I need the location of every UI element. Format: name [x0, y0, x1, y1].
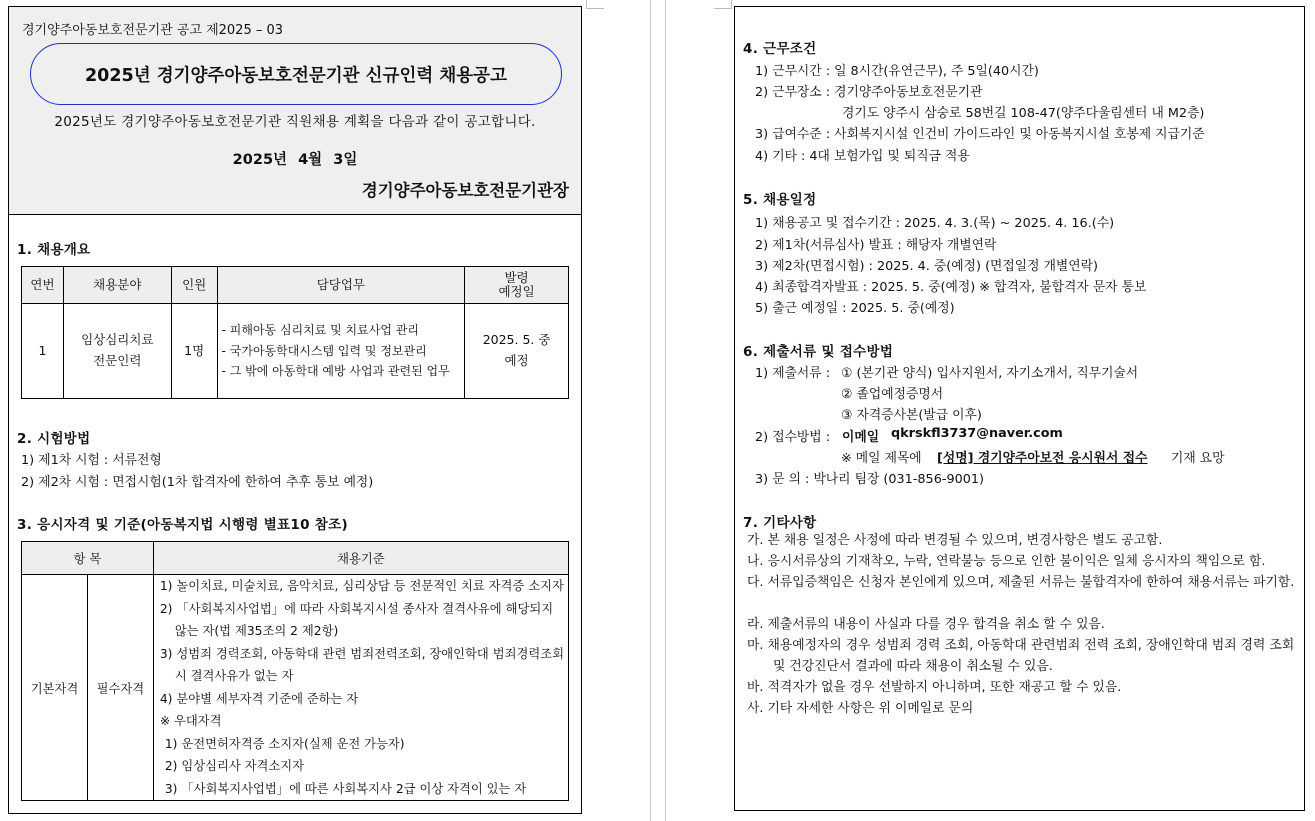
- list-item: ② 졸업예정증명서: [841, 387, 944, 402]
- document-page-1: [8, 6, 582, 814]
- page-corner-mark: [586, 0, 604, 9]
- list-item: 3) 제2차(면접시험) : 2025. 4. 중(예정) (면접일정 개별연락): [755, 259, 1099, 274]
- list-item: 다. 서류입증책임은 신청자 본인에게 있으며, 제출된 서류는 불합격자에 한하여 채용서류는 파기함.: [747, 575, 1295, 590]
- subject-note-prefix: ※ 메일 제목에: [841, 451, 922, 466]
- duty-item: - 그 밖에 아동학대 예방 사업과 관련된 업무: [221, 364, 450, 379]
- list-item: 나. 응시서류상의 기재착오, 누락, 연락불능 등으로 인한 불이익은 일체 응시자의 책임으로 함.: [747, 554, 1266, 569]
- list-item: ③ 자격증사본(발급 이후): [841, 408, 982, 423]
- table-header-row: [22, 267, 569, 304]
- cell-subcategory: 필수자격: [87, 575, 153, 801]
- list-item: 가. 본 채용 일정은 사정에 따라 변경될 수 있으며, 변경사항은 별도 공고함.: [747, 533, 1163, 548]
- list-item: 1) 근무시간 : 일 8시간(유연근무), 주 5일(40시간): [755, 64, 1039, 79]
- subject-format: [성명] 경기양주아보전 응시원서 접수: [937, 451, 1148, 466]
- criteria-item: 3) 성범죄 경력조회, 아동학대 관련 범죄전력조회, 장애인학대 범죄경력조회: [159, 646, 564, 661]
- col-header: 담당업무: [217, 267, 464, 304]
- list-item: 1) 제1차 시험 : 서류전형: [21, 453, 162, 468]
- email-label: 이메일: [842, 430, 880, 445]
- announcement-header: [9, 7, 581, 215]
- list-item: 4) 최종합격자발표 : 2025. 5. 중(예정) ※ 합격자, 불합격자 문자 통보: [755, 280, 1147, 295]
- table-header-row: [22, 542, 569, 575]
- list-item: 1) 채용공고 및 접수기간 : 2025. 4. 3.(목) ~ 2025. 4. 16.(수): [755, 216, 1115, 231]
- section-heading: 4. 근무조건: [743, 41, 817, 57]
- intro-text: 2025년도 경기양주아동보호전문기관 직원채용 계획을 다음과 같이 공고합니다.: [54, 114, 536, 130]
- list-item-label: 1) 제출서류 :: [755, 366, 831, 381]
- page-title: [30, 43, 562, 105]
- criteria-item: 1) 놀이치료, 미술치료, 음악치료, 심리상담 등 전문적인 치료 자격증 소지자: [159, 579, 564, 593]
- criteria-item: 2) 「사회복지사업법」에 따라 사회복지시설 종사자 결격사유에 해당되지: [159, 601, 554, 616]
- list-item: 2) 제1차(서류심사) 발표 : 해당자 개별연락: [755, 238, 997, 253]
- list-item-label: 2) 접수방법 :: [755, 430, 831, 445]
- list-item: 5) 출근 예정일 : 2025. 5. 중(예정): [755, 301, 955, 316]
- cell-criteria: [153, 575, 568, 801]
- section-heading: 5. 채용일정: [743, 192, 817, 208]
- list-item: 마. 채용예정자의 경우 성범죄 경력 조회, 아동학대 관련범죄 전력 조회, 장애인학대 범죄 경력 조회 및 건강진단서 결과에 따라 채용이 취소될 수 있음.: [747, 638, 1295, 674]
- list-item: 3) 급여수준 : 사회복지시설 인건비 가이드라인 및 아동복지시설 호봉제 지급기준: [755, 127, 1205, 142]
- recruitment-overview-table: [21, 266, 569, 399]
- list-item: ① (본기관 양식) 입사지원서, 자기소개서, 직무기술서: [841, 366, 1139, 381]
- subject-note-suffix: 기재 요망: [1171, 451, 1225, 466]
- email-address: qkrskfl3737@naver.com: [891, 426, 1063, 441]
- criteria-item: 2) 임상심리사 자격소지자: [164, 759, 305, 773]
- duty-item: - 피해아동 심리치료 및 치료사업 관리: [221, 323, 419, 338]
- col-header: 인원: [171, 267, 217, 304]
- announcement-date: 2025년 4월 3일: [232, 152, 358, 168]
- table-row: [22, 575, 569, 801]
- col-header: 채용분야: [63, 267, 171, 304]
- criteria-item: ※ 우대자격: [159, 714, 222, 728]
- cell-category: 기본자격: [22, 575, 88, 801]
- col-header: 발령 예정일: [465, 267, 569, 304]
- list-item: 경기도 양주시 삼숭로 58번길 108-47(양주다울림센터 내 M2층): [842, 106, 1205, 121]
- criteria-item: 시 결격사유가 없는 자: [174, 669, 294, 683]
- col-header: 채용기준: [153, 542, 568, 575]
- page-gutter-right: [665, 0, 666, 821]
- issuer-name: 경기양주아동보호전문기관장: [361, 181, 569, 200]
- document-page-2: [734, 6, 1305, 811]
- list-item: 라. 제출서류의 내용이 사실과 다를 경우 합격을 취소 할 수 있음.: [747, 617, 1105, 632]
- col-header: 연번: [22, 267, 64, 304]
- page-gutter-left: [650, 0, 651, 821]
- cell-appoint-date: 2025. 5. 중 예정: [465, 304, 569, 399]
- criteria-item: 3) 「사회복지사업법」에 따른 사회복지사 2급 이상 자격이 있는 자: [164, 781, 527, 796]
- cell-no: 1: [22, 304, 64, 399]
- duty-item: - 국가아동학대시스템 입력 및 정보관리: [221, 343, 427, 358]
- list-item: 바. 적격자가 없을 경우 선발하지 아니하며, 또한 재공고 할 수 있음.: [747, 680, 1122, 695]
- cell-field: 임상심리치료 전문인력: [63, 304, 171, 399]
- section-heading: 3. 응시자격 및 기준(아동복지법 시행령 별표10 참조): [17, 517, 348, 533]
- notice-number: 경기양주아동보호전문기관 공고 제2025 – 03: [22, 23, 284, 38]
- col-header: 항 목: [22, 542, 154, 575]
- list-item: 2) 제2차 시험 : 면접시험(1차 합격자에 한하여 추후 통보 예정): [21, 475, 374, 490]
- section-heading: 2. 시험방법: [17, 431, 91, 447]
- table-row: [22, 304, 569, 399]
- page-corner-mark: [714, 0, 732, 9]
- list-item: 2) 근무장소 : 경기양주아동보호전문기관: [755, 85, 983, 100]
- criteria-item: 4) 분야별 세부자격 기준에 준하는 자: [159, 691, 359, 706]
- list-item: 사. 기타 자세한 사항은 위 이메일로 문의: [747, 701, 974, 716]
- criteria-item: 않는 자(법 제35조의 2 제2항): [174, 624, 339, 638]
- section-heading: 6. 제출서류 및 접수방법: [743, 344, 894, 360]
- section-heading: 7. 기타사항: [743, 515, 817, 531]
- list-item: 4) 기타 : 4대 보험가입 및 퇴직금 적용: [755, 149, 970, 164]
- list-item: 3) 문 의 : 박나리 팀장 (031-856-9001): [755, 472, 985, 487]
- criteria-item: 1) 운전면허자격증 소지자(실제 운전 가능자): [164, 736, 405, 751]
- qualification-table: [21, 541, 569, 801]
- cell-duties: [217, 304, 464, 399]
- title-text: 2025년 경기양주아동보호전문기관 신규인력 채용공고: [85, 65, 507, 86]
- cell-count: 1명: [171, 304, 217, 399]
- section-heading: 1. 채용개요: [17, 242, 91, 258]
